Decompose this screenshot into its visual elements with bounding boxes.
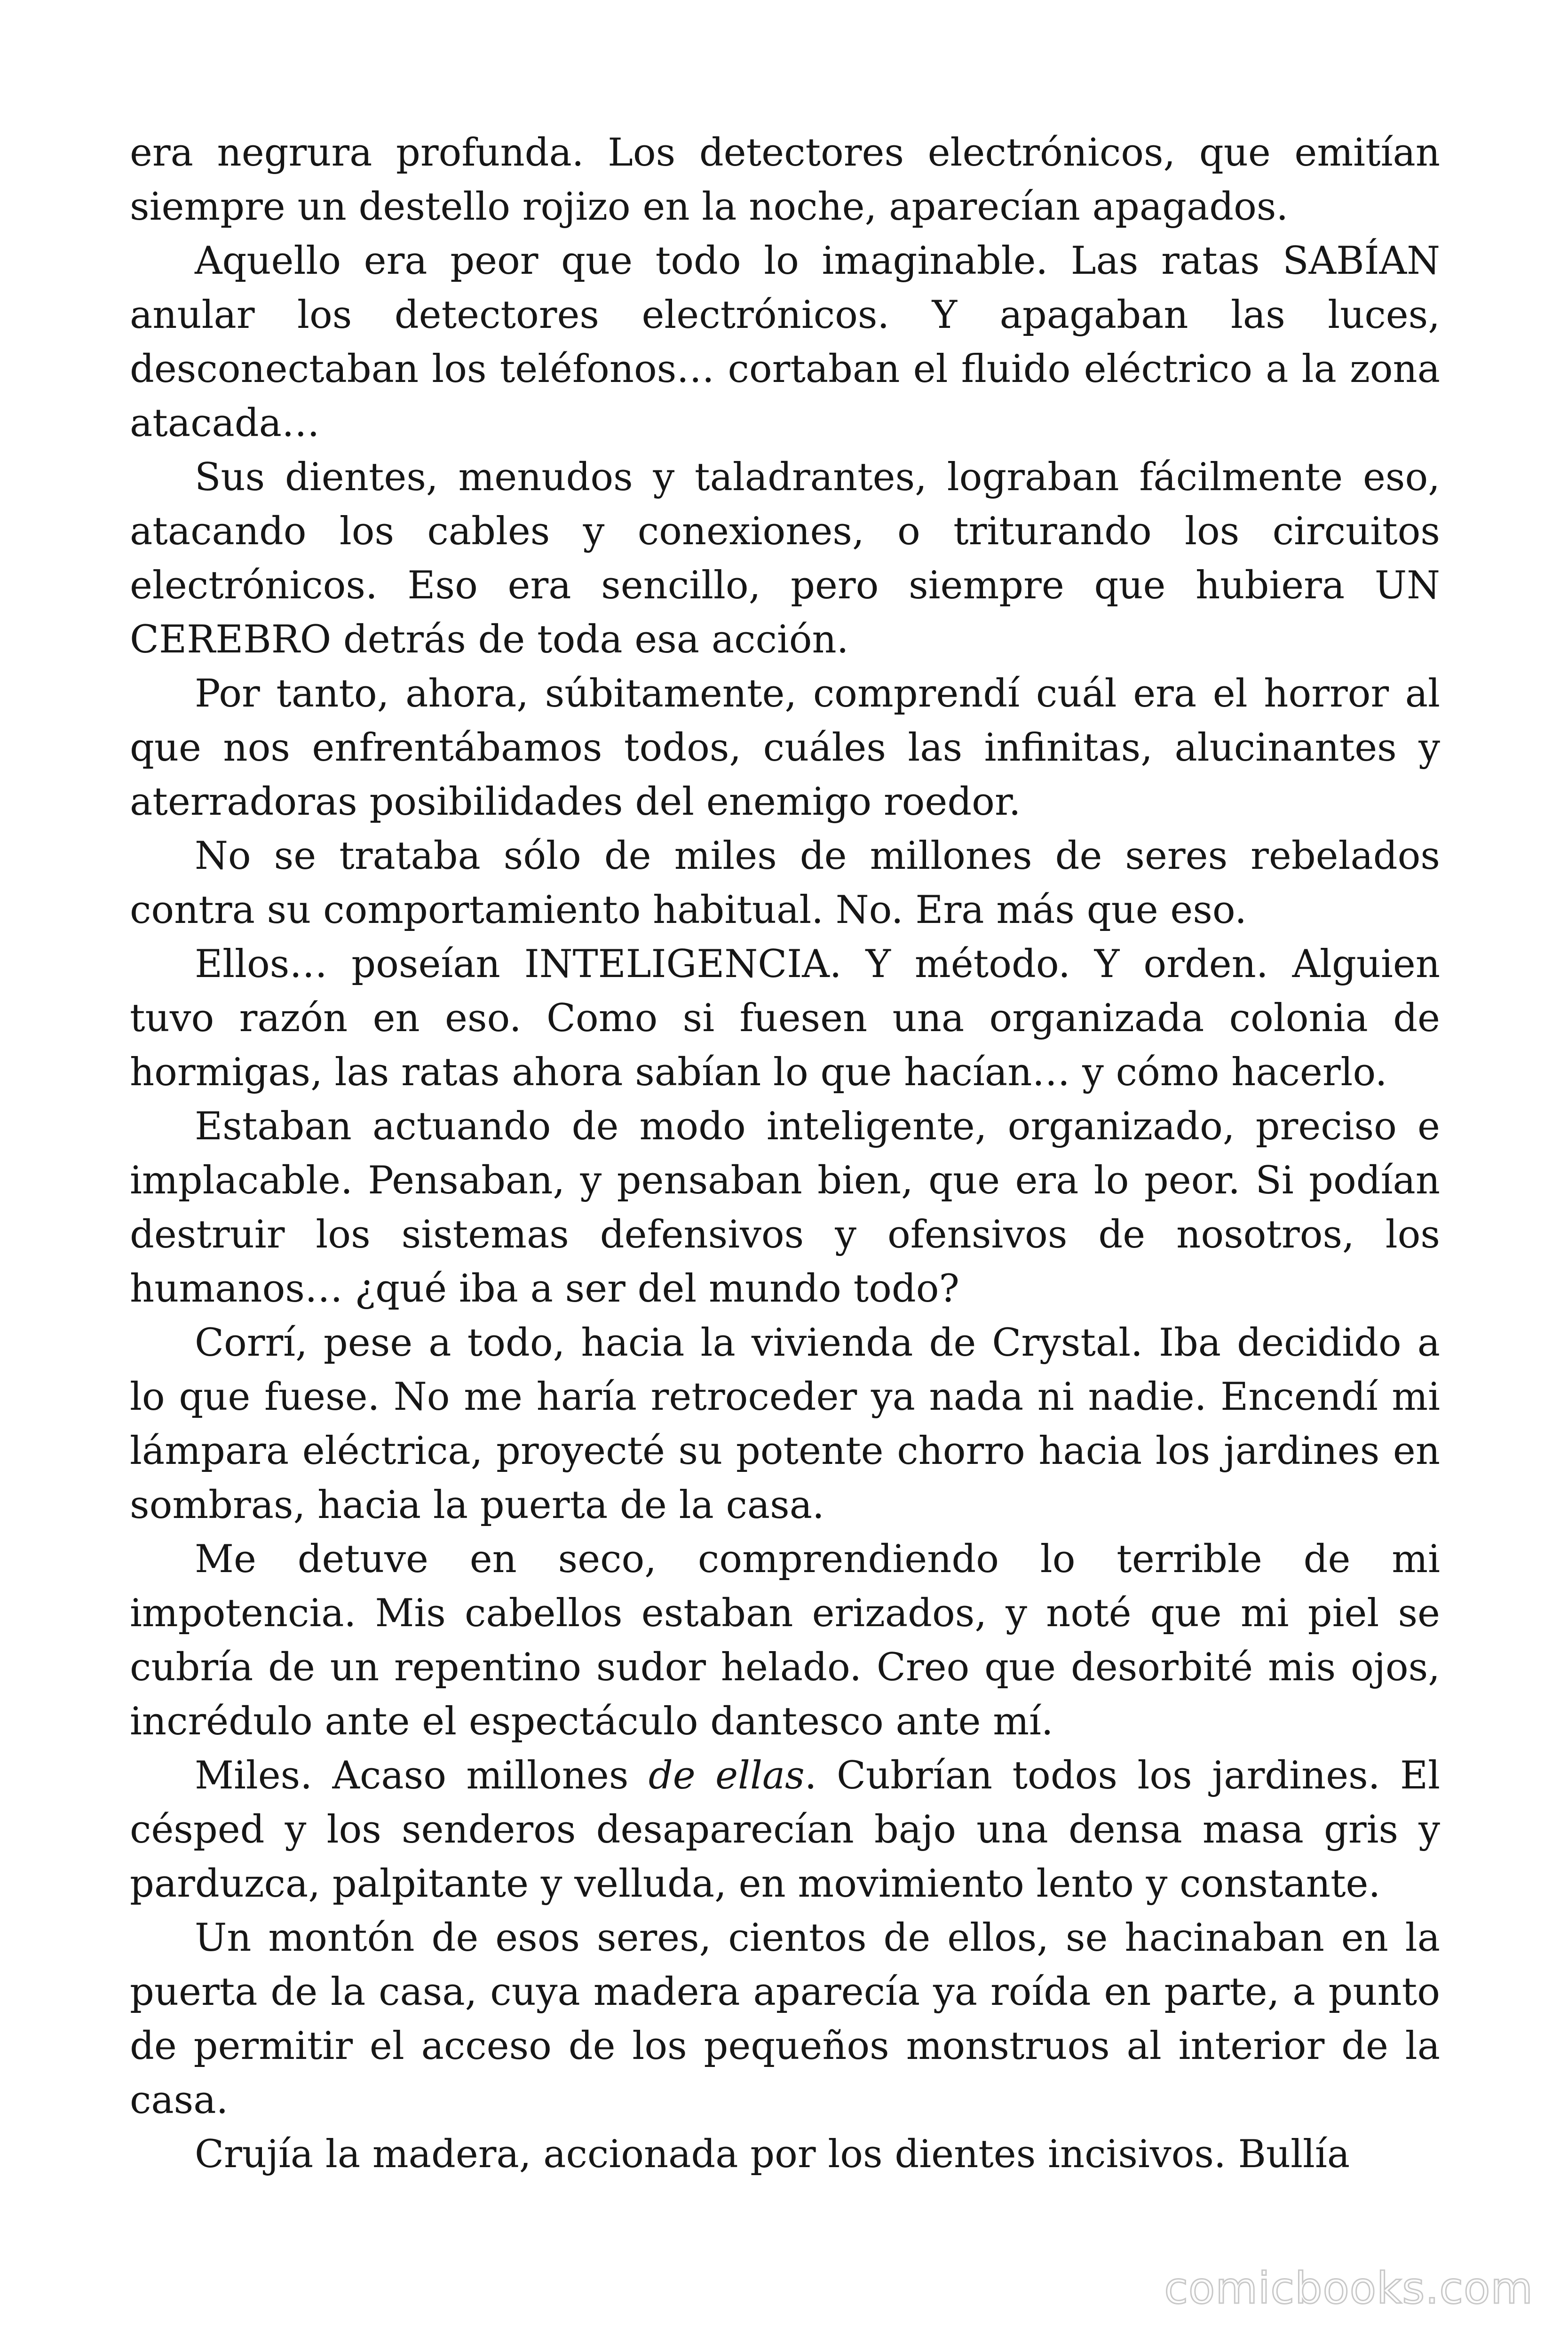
watermark-text: comicbooks.com <box>1164 2263 1533 2313</box>
paragraph-10-italic: de ellas <box>648 1754 805 1798</box>
paragraph-7: Estaban actuando de modo inteligente, organizado, preciso e implacable. Pensaban, y pensaban bien, que era lo peor. Si podían destruir los sistemas defensivos y ofensivos de nosotros, los humanos… ¿qué iba a ser del mundo todo? <box>130 1104 1440 1311</box>
paragraph-9: Me detuve en seco, comprendiendo lo terrible de mi impotencia. Mis cabellos estaban erizados, y noté que mi piel se cubría de un repentino sudor helado. Creo que desorbité mis ojos, incrédulo ante el espectáculo dantesco ante mí. <box>130 1537 1440 1744</box>
paragraph-2: Aquello era peor que todo lo imaginable. Las ratas SABÍAN anular los detectores electrónicos. Y apagaban las luces, desconectaban los teléfonos… cortaban el fluido eléctrico a la zona atacada… <box>130 239 1440 445</box>
paragraph-1: era negrura profunda. Los detectores electrónicos, que emitían siempre un destello rojizo en la noche, aparecían apagados. <box>130 131 1440 229</box>
paragraph-12: Crujía la madera, accionada por los dientes incisivos. Bullía <box>195 2132 1350 2177</box>
paragraph-6: Ellos… poseían INTELIGENCIA. Y método. Y orden. Alguien tuvo razón en eso. Como si fuesen una organizada colonia de hormigas, las ratas ahora sabían lo que hacían… y cómo hacerlo. <box>130 942 1440 1095</box>
paragraph-10-end: . Cubrían todos los jardines. El césped y los senderos desaparecían bajo una densa masa gris y parduzca, palpitante y velluda, en movimiento lento y constante. <box>130 1754 1440 1906</box>
body-text <box>130 126 1440 2182</box>
paragraph-10-start: Miles. Acaso millones <box>195 1754 649 1798</box>
paragraph-3: Sus dientes, menudos y taladrantes, lograban fácilmente eso, atacando los cables y conexiones, o triturando los circuitos electrónicos. Eso era sencillo, pero siempre que hubiera UN CEREBRO detrás de toda esa acción. <box>130 455 1440 662</box>
paragraph-5: No se trataba sólo de miles de millones de seres rebelados contra su comportamiento habitual. No. Era más que eso. <box>130 834 1440 932</box>
paragraph-8: Corrí, pese a todo, hacia la vivienda de Crystal. Iba decidido a lo que fuese. No me haría retroceder ya nada ni nadie. Encendí mi lámpara eléctrica, proyecté su potente chorro hacia los jardines en sombras, hacia la puerta de la casa. <box>130 1321 1440 1527</box>
paragraph-10 <box>130 1749 1440 1911</box>
paragraph-4: Por tanto, ahora, súbitamente, comprendí cuál era el horror al que nos enfrentábamos todos, cuáles las infinitas, alucinantes y aterradoras posibilidades del enemigo roedor. <box>130 672 1440 824</box>
paragraph-11: Un montón de esos seres, cientos de ellos, se hacinaban en la puerta de la casa, cuya madera aparecía ya roída en parte, a punto de permitir el acceso de los pequeños monstruos al interior de la casa. <box>130 1916 1440 2122</box>
